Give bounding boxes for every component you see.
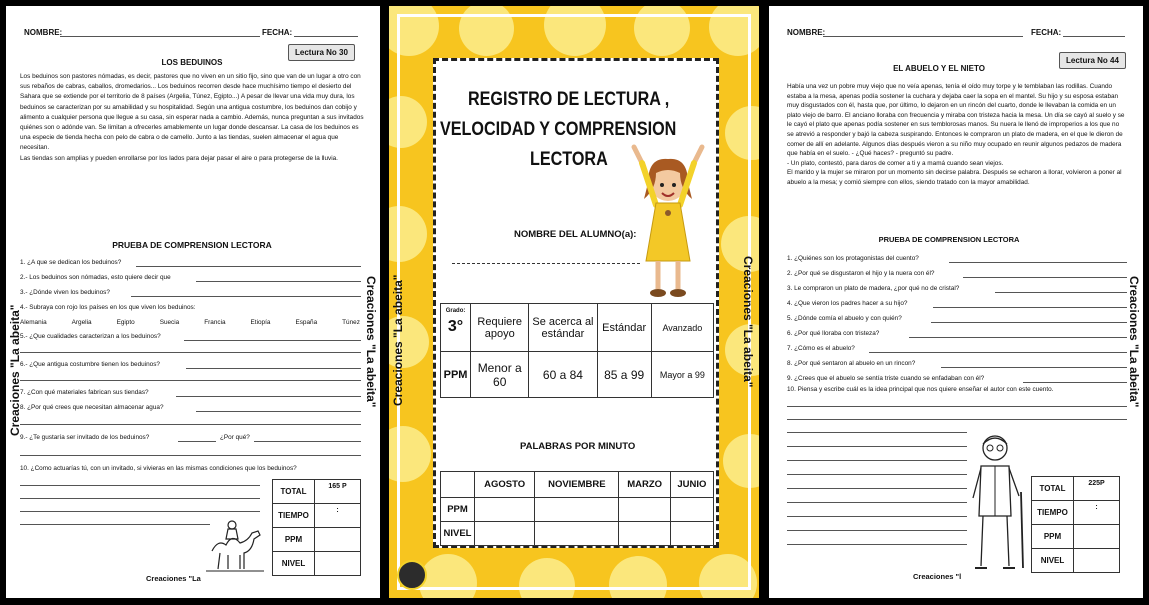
level-header: Avanzado — [651, 304, 713, 352]
cover-title-line-2: VELOCIDAD Y COMPRENSION — [440, 119, 677, 140]
country-item[interactable]: Egipto — [116, 319, 135, 326]
answer-line[interactable] — [20, 498, 260, 499]
ppm-label: PPM — [1032, 525, 1074, 549]
answer-line[interactable] — [787, 474, 967, 475]
country-item[interactable]: Etiopía — [250, 319, 271, 326]
month-header: JUNIO — [670, 472, 713, 498]
answer-line[interactable] — [787, 502, 967, 503]
score-table — [1031, 476, 1120, 573]
answer-line[interactable] — [20, 455, 361, 456]
time-value[interactable]: : — [1074, 501, 1120, 525]
country-item[interactable]: Francia — [204, 319, 226, 326]
record-cell[interactable] — [475, 498, 535, 522]
answer-line[interactable] — [931, 322, 1127, 323]
words-per-minute-title: PALABRAS POR MINUTO — [520, 441, 636, 452]
record-cell[interactable] — [670, 498, 713, 522]
level-header: Requiere apoyo — [471, 304, 529, 352]
total-label: TOTAL — [1032, 477, 1074, 501]
side-credit-right: Creaciones "La abeita" — [1127, 276, 1141, 408]
total-value[interactable]: 225P — [1074, 477, 1120, 501]
answer-line[interactable] — [869, 352, 1127, 353]
answer-line[interactable] — [933, 307, 1127, 308]
question-5: 5.- ¿Que cualidades caracterizan a los beduinos? — [20, 333, 161, 340]
question-9: 9.- ¿Te gustaría ser invitado de los beduinos? — [20, 434, 150, 441]
country-item[interactable]: España — [295, 319, 318, 326]
date-label: FECHA: — [262, 28, 293, 37]
question-4: 4. ¿Que vieron los padres hacer a su hijo? — [787, 300, 908, 307]
reading-level-table — [440, 303, 714, 398]
ppm-value[interactable] — [1074, 525, 1120, 549]
footer-credit: Creaciones "La — [146, 574, 201, 583]
side-credit-right: Creaciones "La abeita" — [741, 256, 755, 388]
story-paragraph: El marido y la mujer se miraron por un momento sin decirse palabra. Después se echaron a llorar, volvieron a poner al abuelo a la mesa; y comió siempre con ellos, siendo tratado con la mayor amabilidad. — [787, 169, 1122, 186]
month-header: MARZO — [619, 472, 670, 498]
grandfather-illustration — [965, 426, 1035, 576]
answer-line[interactable] — [184, 340, 361, 341]
quiz-title: PRUEBA DE COMPRENSION LECTORA — [878, 235, 1020, 244]
side-credit-right: Creaciones "La abeita" — [364, 276, 378, 408]
record-cell[interactable] — [619, 498, 670, 522]
time-label: TIEMPO — [273, 504, 315, 528]
answer-line[interactable] — [136, 266, 361, 267]
question-1: 1. ¿A que se dedican los beduinos? — [20, 259, 122, 266]
answer-line[interactable] — [176, 396, 361, 397]
cover-title-line-1: REGISTRO DE LECTURA , — [468, 89, 670, 110]
question-6: 6. ¿Por qué lloraba con tristeza? — [787, 330, 880, 337]
record-cell[interactable] — [535, 498, 619, 522]
answer-line[interactable] — [196, 411, 361, 412]
answer-line[interactable] — [20, 485, 260, 486]
answer-line[interactable] — [941, 367, 1127, 368]
question-2: 2.- Los beduinos son nómadas, esto quiere decir que — [20, 274, 171, 281]
answer-line[interactable] — [787, 544, 967, 545]
story-paragraph: Los beduinos son pastores nómadas, es decir, pastores que no viven en un sitio fijo, sino que van de un lugar a otro con sus rebaños de cabras, caballos, dromedarios... Los beduinos recorren desde hace muchísimo tiempo el desierto del Sahara que se extiende por el territorio de 8 países (Argelia, Túnez, Egipto...) A pesar de llevar una vida muy dura, los beduinos se caracterizan por su amabilidad y su hospitalidad. Según una antigua costumbre, los beduinos dan cobijo y alimento a cualquier persona que llegue a su casa, sin esperar nada a cambio. Además, nunca preguntan a sus invitados quiénes son o adónde van. Se limitan a ofrecerles amablemente un lugar donde descansar. La casa de los beduinos es una especie de tienda hecha con pelo de cabra o de camello. Junto a las tiendas, suelen almacenar el agua que necesitan. — [20, 73, 364, 152]
answer-line[interactable] — [20, 380, 361, 381]
student-name-label: NOMBRE DEL ALUMNO(a): — [514, 229, 637, 240]
answer-line[interactable] — [254, 441, 361, 442]
answer-line[interactable] — [995, 292, 1127, 293]
answer-line[interactable] — [20, 524, 210, 525]
question-8: 8. ¿Por qué crees que necesitan almacenar agua? — [20, 404, 164, 411]
side-credit-left: Creaciones "La abeita" — [8, 304, 22, 436]
question-4: 4.- Subraya con rojo los países en los que viven los beduinos: — [20, 304, 196, 311]
ppm-value[interactable] — [315, 528, 361, 552]
answer-line[interactable] — [787, 419, 1127, 420]
question-7: 7. ¿Con qué materiales fabrican sus tiendas? — [20, 389, 149, 396]
answer-line[interactable] — [1023, 382, 1127, 383]
ppm-label: PPM — [273, 528, 315, 552]
question-7: 7. ¿Cómo es el abuelo? — [787, 345, 855, 352]
ppm-range: Menor a 60 — [471, 352, 529, 398]
footer-credit: Creaciones "l — [913, 572, 962, 581]
name-label: NOMBRE: — [24, 28, 63, 37]
answer-line[interactable] — [131, 296, 361, 297]
reading-number-badge: Lectura No 30 — [288, 44, 355, 61]
answer-line[interactable] — [186, 368, 361, 369]
date-label: FECHA: — [1031, 28, 1062, 37]
row-label: PPM — [441, 498, 475, 522]
answer-line[interactable] — [787, 488, 967, 489]
story-title: EL ABUELO Y EL NIETO — [893, 64, 985, 73]
record-cell[interactable] — [535, 522, 619, 546]
question-2: 2. ¿Por qué se disgustaron el hijo y la nuera con él? — [787, 270, 935, 277]
question-10: 10. ¿Como actuarías tú, con un invitado, si vivieras en las mismas condiciones que los beduinos? — [20, 465, 297, 472]
worksheet-los-beduinos — [6, 6, 380, 598]
ppm-range: 85 a 99 — [597, 352, 651, 398]
question-3: 3. Le compraron un plato de madera, ¿por qué no de cristal? — [787, 285, 960, 292]
monthly-record-table — [440, 471, 714, 546]
answer-line[interactable] — [949, 262, 1127, 263]
question-3: 3.- ¿Dónde viven los beduinos? — [20, 289, 110, 296]
answer-line[interactable] — [178, 441, 216, 442]
country-item[interactable]: Suecia — [159, 319, 180, 326]
month-header: AGOSTO — [475, 472, 535, 498]
corner-cell — [441, 472, 475, 498]
date-line[interactable] — [294, 36, 358, 37]
country-item[interactable]: Argelia — [71, 319, 92, 326]
date-line[interactable] — [1063, 36, 1125, 37]
student-name-line[interactable] — [452, 263, 640, 264]
story-paragraph: - Un plato, contestó, para daros de comer a ti y a mamá cuando sean viejos. — [787, 159, 1004, 167]
record-cell[interactable] — [670, 522, 713, 546]
por-que-label: ¿Por qué? — [220, 434, 250, 441]
story-text — [20, 72, 365, 164]
country-item[interactable]: Alemania — [20, 319, 47, 326]
cover-title-line-3: LECTORA — [530, 149, 608, 170]
level-value[interactable] — [1074, 549, 1120, 573]
grade-label: Grado: — [445, 308, 466, 314]
record-cell[interactable] — [475, 522, 535, 546]
total-label: TOTAL — [273, 480, 315, 504]
answer-line[interactable] — [196, 281, 361, 282]
answer-line[interactable] — [787, 432, 967, 433]
grade-cell — [441, 304, 471, 352]
ppm-range: Mayor a 99 — [651, 352, 713, 398]
question-6: 6.- ¿Que antigua costumbre tienen los beduinos? — [20, 361, 160, 368]
story-text — [787, 82, 1127, 188]
answer-line[interactable] — [20, 352, 361, 353]
question-9: 9. ¿Crees que el abuelo se sentía triste cuando se enfadaban con él? — [787, 375, 985, 382]
answer-line[interactable] — [787, 406, 1127, 407]
reading-record-cover — [389, 6, 759, 598]
answer-line[interactable] — [909, 337, 1127, 338]
month-header: NOVIEMBRE — [535, 472, 619, 498]
story-title: LOS BEDUINOS — [161, 58, 223, 67]
name-line[interactable] — [60, 36, 260, 37]
grade-value: 3° — [447, 318, 464, 335]
score-table — [272, 479, 361, 576]
level-label: NIVEL — [1032, 549, 1074, 573]
story-paragraph: Había una vez un pobre muy viejo que no veía apenas, tenía el oído muy torpe y le temblaban las rodillas. Cuando estaba a la mesa, apenas podía sostener la cuchara y dejaba caer la sopa en el mantel. Su hijo y su esposa estaban muy disgustados con él, hasta que, por último, lo dejaron en un rincón del cuarto, donde le llevaban la comida en un plato viejo de barro. El anciano lloraba con frecuencia y miraba con tristeza hacia la mesa. Un día se cayó al suelo y se le cayó el plato que apenas podía sostener en sus temblorosas manos. Su nuera le llenó de improperios a los que no se atrevió a responder y bajó la cabeza suspirando. Entonces le compraron un plato de madera, en el que le dieron de comer de allí en adelante. Algunos días después vieron a su niño muy ocupado en reunir algunos pedazos de madera que había en el suelo. - ¿Qué haces? - preguntó su padre. — [787, 83, 1125, 158]
question-8: 8. ¿Por qué sentaron al abuelo en un rincon? — [787, 360, 916, 367]
country-item[interactable]: Túnez — [342, 319, 360, 326]
reading-number-badge: Lectura No 44 — [1059, 52, 1126, 69]
time-value[interactable]: : — [315, 504, 361, 528]
name-label: NOMBRE: — [787, 28, 826, 37]
answer-line[interactable] — [787, 516, 967, 517]
level-header: Estándar — [597, 304, 651, 352]
answer-line[interactable] — [787, 446, 967, 447]
level-value[interactable] — [315, 552, 361, 576]
story-paragraph: Las tiendas son amplias y pueden enrollarse por los lados para dejar pasar el aire o para protegerse de la lluvia. — [20, 154, 338, 162]
cover-panel — [433, 58, 719, 548]
answer-line[interactable] — [787, 460, 967, 461]
country-list — [20, 319, 360, 326]
record-cell[interactable] — [619, 522, 670, 546]
answer-line[interactable] — [787, 530, 967, 531]
name-line[interactable] — [823, 36, 1023, 37]
question-1: 1. ¿Quiénes son los protagonistas del cuento? — [787, 255, 919, 262]
level-header: Se acerca al estándar — [529, 304, 597, 352]
ppm-range: 60 a 84 — [529, 352, 597, 398]
total-value[interactable]: 165 P — [315, 480, 361, 504]
level-label: NIVEL — [273, 552, 315, 576]
answer-line[interactable] — [20, 424, 361, 425]
question-5: 5. ¿Dónde comía el abuelo y con quién? — [787, 315, 902, 322]
side-credit-left: Creaciones "La abeita" — [391, 274, 405, 406]
ppm-row-label: PPM — [441, 352, 471, 398]
time-label: TIEMPO — [1032, 501, 1074, 525]
quiz-title: PRUEBA DE COMPRENSION LECTORA — [112, 240, 272, 250]
bee-logo — [397, 560, 427, 590]
worksheet-el-abuelo-y-el-nieto — [769, 6, 1143, 598]
camel-rider-illustration — [204, 511, 266, 573]
row-label: NIVEL — [441, 522, 475, 546]
answer-line[interactable] — [963, 277, 1127, 278]
girl-illustration — [628, 143, 708, 303]
question-10: 10. Piensa y escribe cuál es la idea principal que nos quiere enseñar el autor con este cuento. — [787, 386, 1054, 393]
